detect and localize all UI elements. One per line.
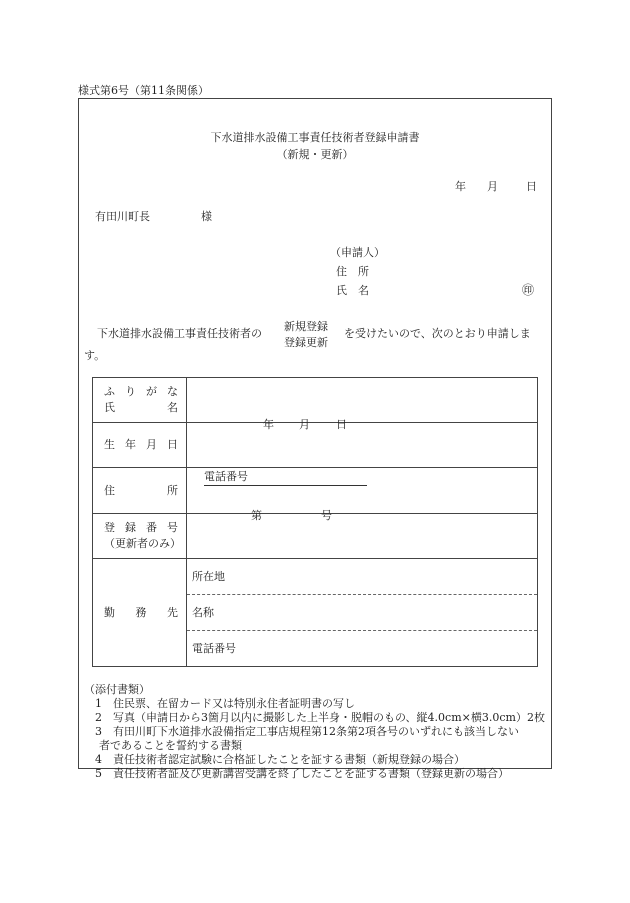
attachment-item: 4 責任技術者認定試験に合格証したことを証する書類（新規登録の場合）: [95, 753, 465, 766]
attachment-item: 5 責任技術者証及び更新講習受講を終了したことを証する書類（登録更新の場合）: [95, 767, 509, 780]
seal-mark: ㊞: [522, 283, 535, 297]
workplace-location-field[interactable]: 所在地: [187, 559, 537, 595]
attachment-item: 2 写真（申請日から3箇月以内に撮影した上半身・脱帽のもの、縦4.0cm×横3.0cm）2枚: [95, 711, 545, 724]
birthdate-field[interactable]: [187, 418, 538, 468]
name-field[interactable]: [187, 378, 538, 423]
workplace-name-field[interactable]: 名称: [187, 595, 537, 631]
regno-prefix: 第: [251, 509, 262, 522]
application-table: [92, 377, 538, 667]
address-phone-label: 電話番号: [204, 468, 367, 486]
attachment-item-continued: 者であることを誓約する書類: [99, 739, 242, 752]
attachment-item: 1 住民票、在留カード又は特別永住者証明書の写し: [95, 697, 355, 710]
addressee-name: 有田川町長: [95, 210, 150, 223]
addressee-honorific: 様: [201, 210, 212, 223]
attachments-heading: （添付書類）: [84, 683, 150, 696]
registration-number-field[interactable]: [187, 509, 538, 559]
workplace-label: 勤 務 先: [93, 559, 187, 667]
date-day: 日: [526, 180, 537, 193]
option-new-registration: 新規登録: [284, 320, 328, 333]
form-title: 下水道排水設備工事責任技術者登録申請書: [210, 131, 420, 144]
date-year: 年: [455, 180, 466, 193]
address-field[interactable]: [187, 468, 538, 514]
workplace-phone-field[interactable]: 電話番号: [192, 642, 236, 655]
date-month: 月: [487, 180, 498, 193]
body-text-suffix: を受けたいので、次のとおり申請しま: [344, 327, 531, 340]
form-subtitle: （新規・更新）: [276, 148, 354, 161]
birth-month: 月: [299, 418, 310, 431]
applicant-heading: （申請人）: [330, 246, 385, 259]
address-label: 住 所: [93, 468, 187, 514]
applicant-name-label: 氏 名: [336, 284, 369, 297]
body-text-tail: す。: [84, 349, 106, 362]
applicant-address-label: 住 所: [336, 265, 369, 278]
regno-suffix: 号: [321, 509, 332, 522]
registration-number-note: （更新者のみ）: [104, 537, 181, 550]
body-text-prefix: 下水道排水設備工事責任技術者の: [97, 327, 262, 340]
workplace-fields: [187, 559, 538, 667]
option-renewal: 登録更新: [284, 336, 328, 349]
birth-day: 日: [336, 418, 347, 431]
registration-number-label: 登 録 番 号 （更新者のみ）: [93, 514, 187, 559]
attachments-section: [84, 683, 545, 781]
attachment-item: 3 有田川町下水道排水設備指定工事店規程第12条第2項各号のいずれにも該当しない: [95, 725, 519, 738]
furigana-name-label: ふ り が な 氏 名: [93, 378, 187, 423]
birthdate-label: 生 年 月 日: [93, 423, 187, 468]
form-number: 様式第6号（第11条関係）: [78, 84, 209, 97]
birth-year: 年: [263, 418, 274, 431]
